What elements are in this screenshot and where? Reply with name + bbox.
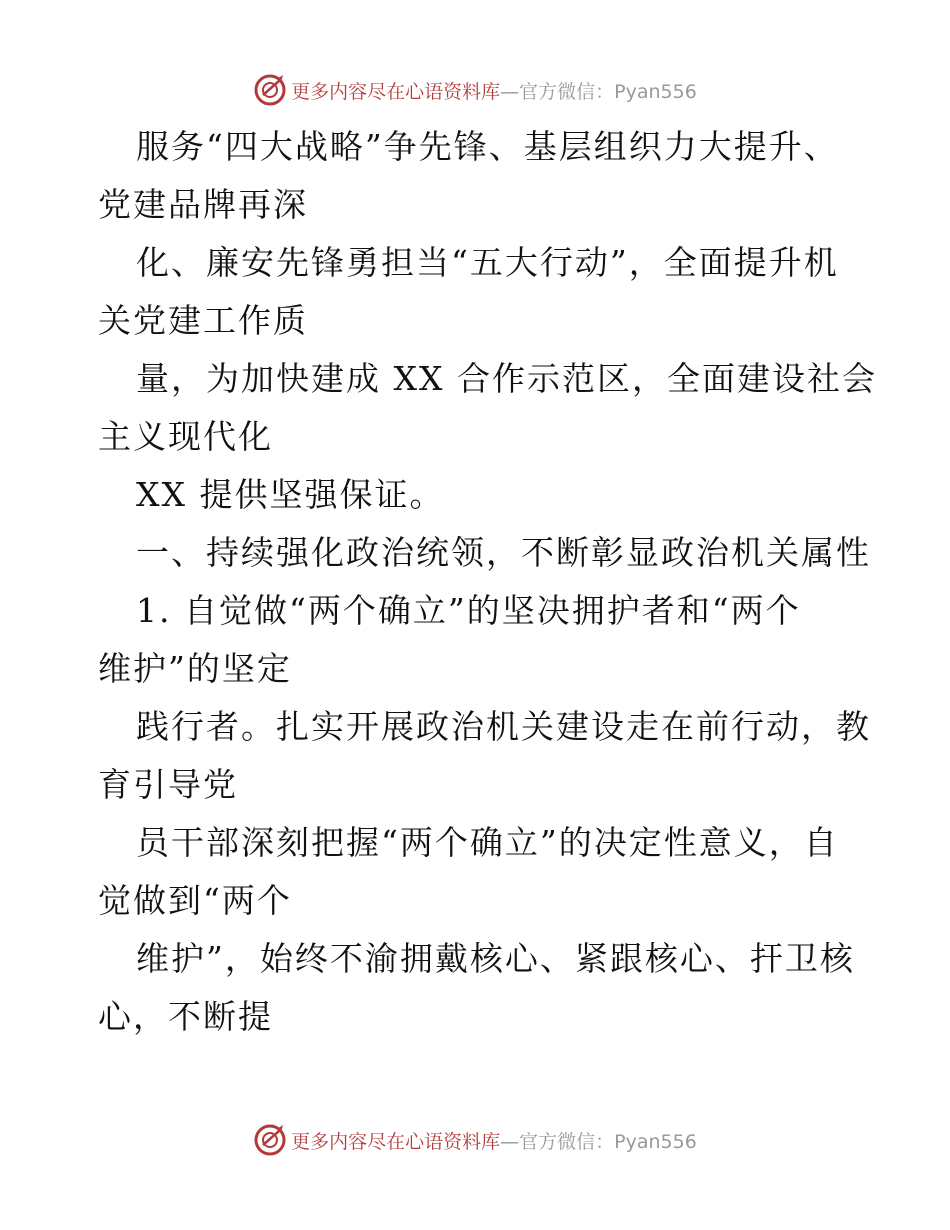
body-text-line: 觉做到“两个	[98, 881, 292, 920]
body-text-line: 育引导党	[98, 765, 238, 804]
watermark-text	[291, 77, 697, 104]
body-text-line: 1. 自觉做“两个确立”的坚决拥护者和“两个	[136, 591, 801, 630]
footer-watermark	[0, 1120, 950, 1160]
body-text-line: 主义现代化	[98, 417, 273, 456]
body-text-line: 维护”，始终不渝拥戴核心、紧跟核心、扞卫核	[136, 939, 855, 978]
watermark-sub: —官方微信：Pyan556	[500, 1130, 697, 1153]
brand-logo-icon	[253, 1123, 287, 1157]
body-text-line: 维护”的坚定	[98, 649, 292, 688]
body-text-line: XX 提供坚强保证。	[136, 475, 445, 514]
body-text-line: 关党建工作质	[98, 301, 308, 340]
watermark-sub: —官方微信：Pyan556	[500, 80, 697, 103]
body-text-line: 党建品牌再深	[98, 185, 308, 224]
body-text-line: 践行者。扎实开展政治机关建设走在前行动，教	[136, 707, 871, 746]
body-text-line: 一、持续强化政治统领，不断彰显政治机关属性	[136, 533, 871, 572]
watermark-main: 更多内容尽在心语资料库	[291, 1130, 501, 1153]
body-text-line: 员干部深刻把握“两个确立”的决定性意义，自	[136, 823, 839, 862]
brand-logo-icon	[253, 73, 287, 107]
header-watermark	[0, 70, 950, 110]
body-text-line: 心，不断提	[98, 997, 273, 1036]
body-text-line: 服务“四大战略”争先锋、基层组织力大提升、	[136, 127, 839, 166]
document-body	[98, 118, 877, 1046]
watermark-text	[291, 1127, 697, 1154]
body-text-line: 化、廉安先锋勇担当“五大行动”，全面提升机	[136, 243, 839, 282]
body-text-line: 量，为加快建成 XX 合作示范区，全面建设社会	[136, 359, 877, 398]
watermark-main: 更多内容尽在心语资料库	[291, 80, 501, 103]
